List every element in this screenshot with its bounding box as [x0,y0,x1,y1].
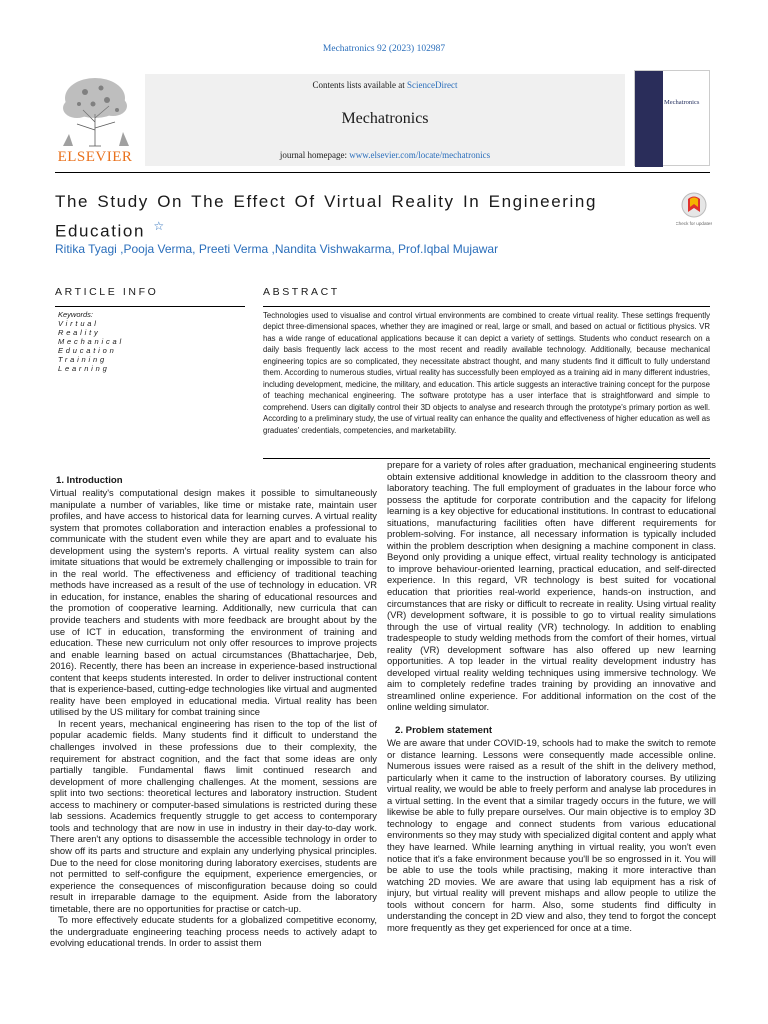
homepage-prefix: journal homepage: [279,150,350,160]
keyword-item: Virtual [58,319,99,328]
journal-cover-thumbnail [634,70,710,166]
paper-title [55,190,665,244]
abstract-text: Technologies used to visualise and control virtual environments are combined to create virtual reality. These settings frequently depict three-dimensional spaces, whether they are imagined or real, large or small, and based on actual or fictitious physics. VR has a wide range of educational applications because it can depict a variety of settings. Students who conduct research on a daily basis frequently lack access to the most recent and readily available technology. Additionally, because mechanical engineering topics are so complicated, they necessitate abstract thought, and many students find it difficult to fully understand them. According to numerous studies, virtual reality has successfully been employed as a training aid in many different industries, including development, medicine, the military, and education. This article suggests an interactive training concept for the purpose of teaching mechanical engineering. The software prototype has a user interface that is straightforward and simple to comprehend. Users can digitally control their 3D objects to analyse and research through the prototype's primary portion as well. According to a preliminary study, the use of virtual reality can enhance the quality and effectiveness of higher education as well as graduates' credentials, competencies, and marketability. [263,311,710,435]
homepage-line [145,150,625,160]
header-divider [55,172,710,173]
keywords-label: Keywords: [58,310,94,319]
problem-statement-heading: 2. Problem statement [395,725,493,737]
title-footnote-star-icon[interactable]: ☆ [153,219,166,233]
body-column-left [50,474,377,949]
keyword-item: Learning [58,364,110,373]
abstract-heading: ABSTRACT [263,286,340,298]
check-for-updates-icon [676,190,712,232]
intro-paragraph-continued: prepare for a variety of roles after graduation, mechanical engineering students obtain extensive additional knowledge in addition to the classroom theory and laboratory teaching. The full employment of graduates in the labour force who possess the aptitude for corporate contribution and the capacity for lifelong learning is a key objective for educational institutions. In contrast to educational situations, manufacturing facilities often have different requirements for problem-solving. For instance, all necessary information is typically included within the problem description when designing a machine component in class. Beyond only providing a unique effect, virtual reality technology is anticipated to improve behaviour-oriented learning, practical education, and self-directed experience. In this regard, VR technology is best suited for vocational education that priorities real-world experience, hands-on instruction, and circumstances that are risky or difficult to recreate in reality. Using virtual reality (VR) development software, it is possible to go to virtual reality simulations through the use of virtual reality (VR) technology. In addition to enabling tradespeople to study welding methods from the comfort of their homes, virtual reality (VR) development software has also offered up new learning opportunities. A top leader in the virtual reality development industry has developed virtual reality welding techniques using immersive technology. We aim to completely redefine trades training by providing an innovative and streamlined online experience. For additional information on the cost of the online welding simulator. [387,459,716,713]
problem-paragraph: We are aware that under COVID-19, schools had to make the switch to remote or distance learning. Lessons were consequently made accessible online. Numerous issues were raised as a result of the shift in the delivery method, particularly when it came to the instruction of laboratory courses. By utilizing virtual reality, we would be able to freely perform and analyse lab procedures in a virtual setting. In the event that a similar tragedy occurs in the future, we will likewise be able to fully prepare ourselves. Our main objective is to employ 3D technology to engage and connect students from various educational environments so they may study with specialized digital content and apply what they have learned. While learning anything in virtual reality, you won't even notice that it's a fake environment because you'll be so engrossed in it. You will be able to use the tools while practising, making it more interactive than watching 2D movies. We are aware that using lab equipment has a risk of injury, but virtual reality will prevent mishaps and allow people to utilize the tools without concern for harm. Also, some students find difficulty in understanding the concept in 2D view and also, they tend to forgot the concept more frequently as they get experienced for once at a time. [387,737,716,933]
tree-logo-icon [55,74,135,148]
keyword-item: Training [58,355,107,364]
abstract-divider [263,306,710,307]
homepage-link[interactable]: www.elsevier.com/locate/mechatronics [349,150,491,160]
keyword-item: Education [58,346,117,355]
check-updates-label: Check for updates [676,221,712,226]
body-column-right [387,459,716,933]
cover-title: Mechatronics [664,99,700,106]
journal-title: Mechatronics [341,110,429,127]
intro-paragraph-2: In recent years, mechanical engineering has risen to the top of the list of popular academic fields. Many students find it difficult to understand the challenges involved in these professions due to their complexity, the requirement for abstract cognition, and the fact that some ideas are only partially tangible. Fundamental flaws limit continued research and development of more challenging challenges. At the moment, sessions are split into two sections: theoretical lectures and laboratory instruction. Student access to machinery or computer-based simulations is restricted during these lab sessions. Academics frequently struggle to get access to contemporary tools and technology that are now in use in industry in their day-to-day work. There aren't any options to disassemble the accessible technology in order to show off its parts and structure and explain any underlying physical principles. Due to the need for close monitoring during laboratory exercises, students are not permitted to self-configure the equipment, experience emergencies, or experience the consequences of misconfiguration because doing so could result in irreparable damage to the equipment. Aside from the laboratory timetable, there are no opportunities for practise or catch-up. [50,717,377,914]
sciencedirect-link[interactable]: ScienceDirect [407,80,458,90]
author-list[interactable]: Ritika Tyagi ,Pooja Verma, Preeti Verma ,Nandita Vishwakarma, Prof.Iqbal Mujawar [55,242,499,256]
contents-line [145,80,625,90]
journal-reference[interactable]: Mechatronics 92 (2023) 102987 [322,44,446,54]
keywords-block [58,310,124,373]
article-info-divider [55,306,245,307]
article-info-heading: ARTICLE INFO [55,286,159,298]
intro-paragraph-3: To more effectively educate students for a globalized competitive economy, the undergraduate engineering teaching process needs to actively adapt to evolving educational trends. In order to assist them [50,914,377,949]
keyword-item: Reality [58,328,101,337]
elsevier-logo [55,74,135,166]
paper-title-text: The Study On The Effect Of Virtual Reality In Engineering Education [55,192,597,241]
contents-prefix: Contents lists available at [312,80,407,90]
cover-sidebar [635,71,663,167]
keyword-item: Mechanical [58,337,124,346]
check-for-updates-badge[interactable] [676,190,712,232]
intro-paragraph-1: Virtual reality's computational design makes it possible to simultaneously manipulate a number of variables, like time or mistake rate, maintain user profiles, and have access to historical data for learning curves. A virtual reality system that promotes collaboration and interaction enables a professional to communicate with the student even while they are apart and to evaluate his development using the system's reports. A virtual reality system can also imitate situations that would be extremely challenging or impossible to train for in the real world. The effectiveness and efficiency of traditional teaching methods have increased as a result of the use of technology in education. VR in education, for instance, enables the sharing of educational resources and the promotion of cooperative learning. Additionally, new curricula that can provide teachers and students with more feedback are brought about by the use of ICT in education, transforming the environment of training and education. These new curriculum not only offer resources to improve projects and enable learning based on actual circumstances (Bhattacharjee, Deb, 2016). Recently, there has been an increase in experience-based instructional content that keeps students interested. In order to deliver instructional content that is experience-based, cutting-edge technologies like virtual and augmented reality have been employed in educational media. Virtual reality has been utilised by the US military for combat training since [50,487,377,718]
elsevier-wordmark: ELSEVIER [57,149,133,165]
introduction-heading: 1. Introduction [56,475,123,486]
